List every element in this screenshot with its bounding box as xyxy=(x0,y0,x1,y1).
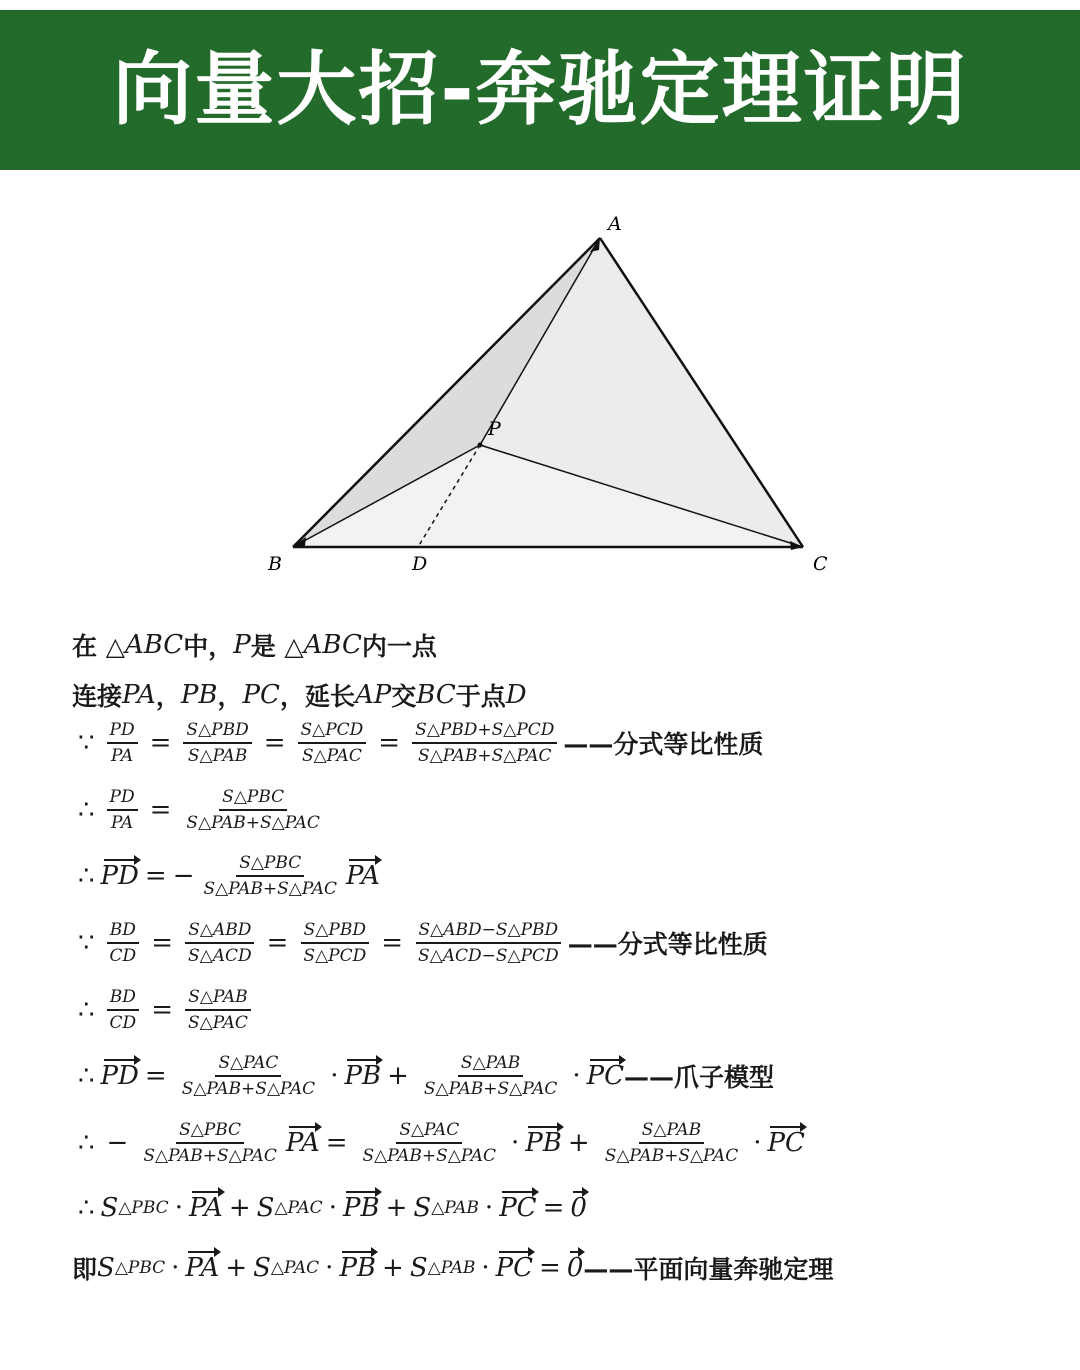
minus: − xyxy=(172,861,195,891)
label-a: A xyxy=(608,213,622,235)
text: 内一点 xyxy=(361,632,437,661)
vector: PC xyxy=(586,1061,625,1091)
text: AP xyxy=(354,680,392,710)
fraction xyxy=(421,1053,561,1099)
page-title: 向量大招-奔驰定理证明 xyxy=(112,43,968,136)
text: 中， xyxy=(183,632,234,661)
dot: · xyxy=(325,1253,334,1283)
denominator: S△PAB+S△PAC xyxy=(362,1146,497,1166)
text: D xyxy=(505,680,527,710)
area-symbol: S xyxy=(97,1253,115,1283)
subscript: △PAC xyxy=(270,1258,320,1278)
proof-line-5 xyxy=(72,853,380,899)
text: ABC xyxy=(124,630,184,660)
proof-line-6 xyxy=(72,920,768,966)
plus: + xyxy=(567,1128,590,1158)
area-symbol: S xyxy=(413,1193,432,1223)
numerator: S△PAB xyxy=(639,1120,704,1144)
text: PA xyxy=(122,680,156,710)
area-symbol: S xyxy=(253,1253,271,1283)
point-p xyxy=(478,443,483,448)
fraction xyxy=(298,720,367,766)
vector: PA xyxy=(345,861,380,891)
subscript: △PAB xyxy=(431,1198,479,1218)
numerator: BD xyxy=(107,920,139,944)
proof-line-8 xyxy=(72,1053,774,1099)
dot: · xyxy=(753,1128,762,1158)
zero-vector: 0 xyxy=(570,1193,587,1223)
denominator: S△PAB+S△PAC xyxy=(181,1079,316,1099)
subscript: △PBC xyxy=(114,1258,166,1278)
denominator: S△PAC xyxy=(301,746,362,766)
equals: = xyxy=(266,928,289,958)
vector: PD xyxy=(100,1061,139,1091)
dot: · xyxy=(330,1061,339,1091)
numerator: S△PBC xyxy=(176,1120,244,1144)
numerator: S△PBD xyxy=(183,720,251,744)
text: ， xyxy=(155,682,181,711)
fraction xyxy=(107,920,140,966)
numerator: BD xyxy=(107,987,139,1011)
fraction xyxy=(185,987,251,1033)
label-p: P xyxy=(488,418,501,440)
therefore-symbol: ∴ xyxy=(78,1061,95,1091)
denominator: S△PAB+S△PAC xyxy=(423,1079,558,1099)
text: P xyxy=(233,630,251,660)
vector: PC xyxy=(499,1193,537,1223)
area-symbol: S xyxy=(256,1193,275,1223)
denominator: S△PAB xyxy=(187,746,248,766)
fraction xyxy=(300,920,369,966)
subscript: △PAB xyxy=(427,1258,476,1278)
plus: + xyxy=(387,1061,409,1091)
label-b: B xyxy=(268,553,282,575)
equals: = xyxy=(149,795,172,825)
fraction xyxy=(183,720,251,766)
plus: + xyxy=(225,1253,248,1283)
denominator: CD xyxy=(109,946,137,966)
vector: PA xyxy=(188,1193,223,1223)
denominator: S△PAB+S△PAC xyxy=(604,1146,739,1166)
proof-line-7 xyxy=(72,987,257,1033)
proof-line-2 xyxy=(72,677,527,713)
text: ，延长 xyxy=(279,682,355,711)
denominator: PA xyxy=(111,813,134,833)
text: 交 xyxy=(391,682,417,711)
theorem-note: ——平面向量奔驰定理 xyxy=(583,1255,834,1284)
equals: = xyxy=(144,1061,167,1091)
plus: + xyxy=(382,1253,404,1283)
denominator: S△PAB+S△PAC xyxy=(143,1146,277,1166)
numerator: S△PCD xyxy=(298,720,367,744)
numerator: PD xyxy=(107,787,138,811)
label-c: C xyxy=(813,553,828,575)
dot: · xyxy=(328,1193,337,1223)
equals: = xyxy=(149,728,172,758)
vector: PB xyxy=(342,1193,380,1223)
denominator: S△PAB+S△PAC xyxy=(186,813,320,833)
denominator: S△ACD xyxy=(187,946,252,966)
subscript: △PAC xyxy=(274,1198,323,1218)
equals: = xyxy=(144,861,167,891)
vector: PA xyxy=(185,1253,220,1283)
fraction xyxy=(179,1053,319,1099)
proof-line-3 xyxy=(72,720,763,766)
denominator: S△PAC xyxy=(187,1013,248,1033)
equals: = xyxy=(151,928,173,958)
dot: · xyxy=(174,1193,183,1223)
plus: + xyxy=(228,1193,251,1223)
fraction xyxy=(415,920,562,966)
denominator: S△ACD−S△PCD xyxy=(418,946,559,966)
dot: · xyxy=(171,1253,180,1283)
numerator: S△PAC xyxy=(396,1120,462,1144)
vector: PC xyxy=(767,1128,805,1158)
equals: = xyxy=(263,728,286,758)
therefore-symbol: ∴ xyxy=(78,861,95,891)
denominator: S△PAB+S△PAC xyxy=(418,746,552,766)
text: BC xyxy=(416,680,456,710)
numerator: S△ABD xyxy=(185,920,254,944)
therefore-symbol: ∴ xyxy=(78,1128,95,1158)
denominator: CD xyxy=(109,1013,137,1033)
area-symbol: S xyxy=(100,1193,119,1223)
minus: − xyxy=(106,1128,129,1158)
zero-vector: 0 xyxy=(566,1253,584,1283)
because-symbol: ∵ xyxy=(78,928,95,958)
title-banner xyxy=(0,10,1080,170)
numerator: S△PBD+S△PCD xyxy=(412,720,557,744)
dot: · xyxy=(481,1253,490,1283)
numerator: S△PAB xyxy=(458,1053,523,1077)
therefore-symbol: ∴ xyxy=(78,795,95,825)
property-note: ——分式等比性质 xyxy=(563,730,764,759)
fraction xyxy=(185,920,255,966)
dot: · xyxy=(484,1193,494,1223)
equals: = xyxy=(151,995,173,1025)
fraction xyxy=(107,987,140,1033)
area-symbol: S xyxy=(409,1253,428,1283)
numerator: S△ABD−S△PBD xyxy=(416,920,562,944)
proof-line-11 xyxy=(72,1250,833,1286)
text: ABC xyxy=(303,630,362,660)
text: 在 △ xyxy=(72,632,125,661)
text: ， xyxy=(217,682,243,711)
vector: PC xyxy=(495,1253,534,1283)
text: 于点 xyxy=(455,682,506,711)
property-note: ——分式等比性质 xyxy=(567,930,768,959)
fraction xyxy=(360,1120,500,1166)
plus: + xyxy=(385,1193,408,1223)
dot: · xyxy=(511,1128,520,1158)
proof-line-10 xyxy=(72,1193,587,1223)
fraction xyxy=(200,853,340,899)
fraction xyxy=(140,1120,280,1166)
numerator: S△PBD xyxy=(301,920,369,944)
fraction xyxy=(183,787,323,833)
because-symbol: ∵ xyxy=(78,728,95,758)
numerator: S△PAC xyxy=(215,1053,281,1077)
equals: = xyxy=(378,728,401,758)
equals: = xyxy=(539,1253,561,1283)
vector: PB xyxy=(525,1128,562,1158)
numerator: PD xyxy=(107,720,138,744)
text: PC xyxy=(242,680,280,710)
proof-line-1 xyxy=(72,627,437,663)
text: PB xyxy=(180,680,218,710)
fraction xyxy=(107,787,138,833)
vector: PB xyxy=(344,1061,382,1091)
equals: = xyxy=(542,1193,565,1223)
therefore-symbol: ∴ xyxy=(78,1193,95,1223)
numerator: S△PBC xyxy=(219,787,287,811)
text: 连接 xyxy=(72,682,123,711)
fraction xyxy=(107,720,138,766)
subscript: △PBC xyxy=(118,1198,169,1218)
text: 即 xyxy=(72,1255,98,1284)
numerator: S△PBC xyxy=(236,853,304,877)
proof-line-4 xyxy=(72,787,329,833)
claw-model-note: ——爪子模型 xyxy=(624,1063,775,1092)
vector: PB xyxy=(339,1253,377,1283)
vector: PD xyxy=(100,861,139,891)
proof-line-9 xyxy=(72,1120,805,1166)
denominator: PA xyxy=(111,746,134,766)
fraction xyxy=(412,720,557,766)
vector: PA xyxy=(285,1128,320,1158)
equals: = xyxy=(325,1128,348,1158)
text: 是 △ xyxy=(250,632,304,661)
denominator: S△PCD xyxy=(303,946,367,966)
triangle-figure xyxy=(250,200,850,590)
dot: · xyxy=(572,1061,581,1091)
denominator: S△PAB+S△PAC xyxy=(203,879,337,899)
numerator: S△PAB xyxy=(185,987,250,1011)
therefore-symbol: ∴ xyxy=(78,995,95,1025)
equals: = xyxy=(381,928,404,958)
label-d: D xyxy=(412,553,428,575)
fraction xyxy=(602,1120,742,1166)
